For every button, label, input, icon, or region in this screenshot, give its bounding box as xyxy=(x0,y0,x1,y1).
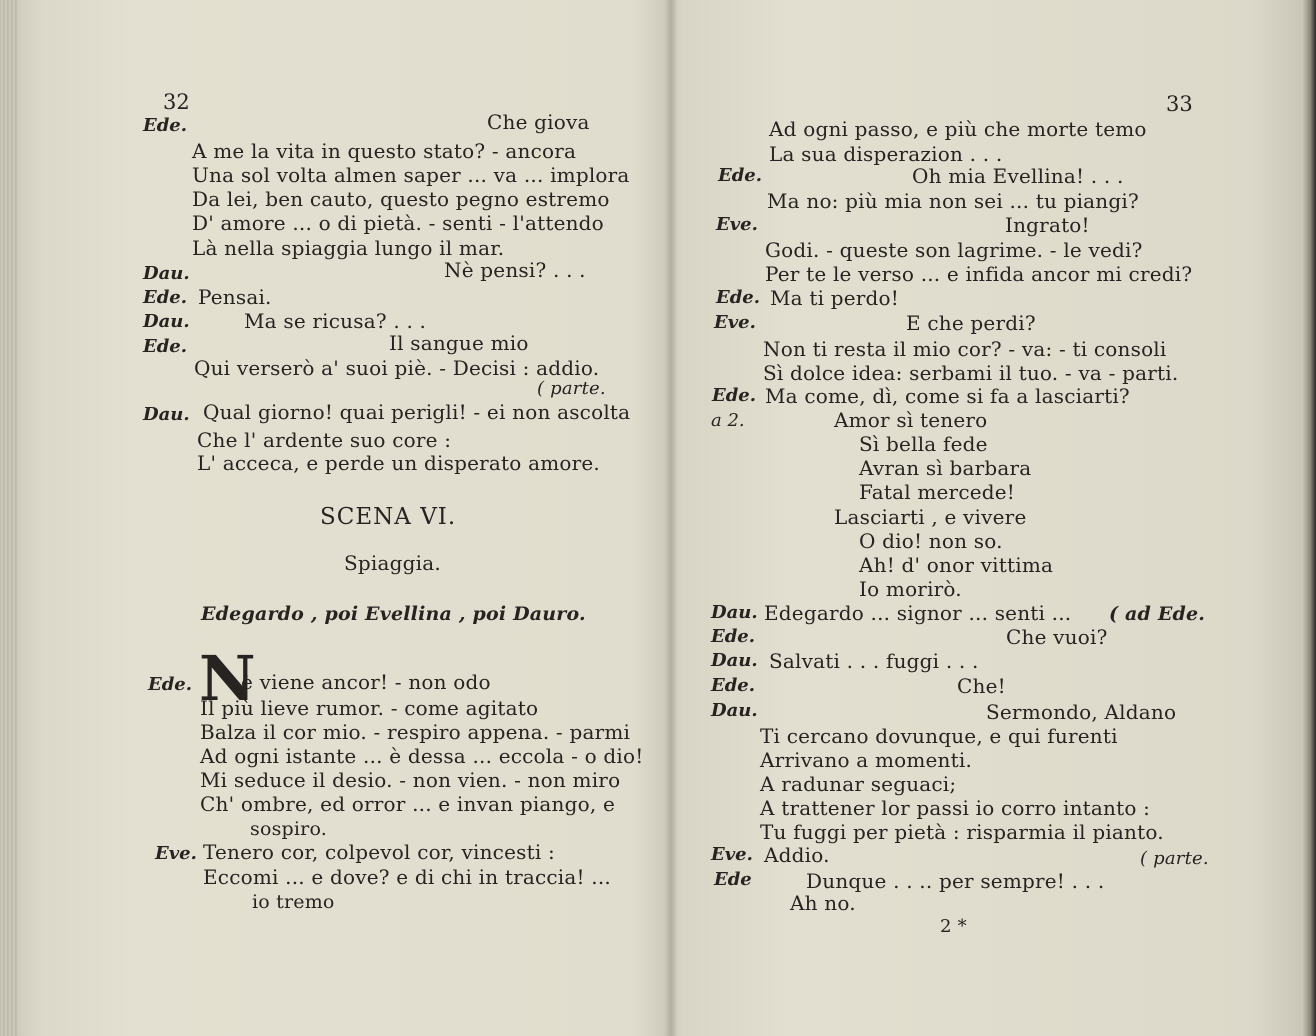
speaker-label: Eve. xyxy=(714,312,756,333)
verse-line: Che vuoi? xyxy=(1006,625,1108,649)
verse-line: Qual giorno! quai perigli! - ei non ascolta xyxy=(203,400,631,424)
verse-line: Ma come, dì, come si fa a lasciarti? xyxy=(765,384,1130,408)
verse-line: Lasciarti , e vivere xyxy=(834,505,1027,529)
verse-line: Per te le verso ... e infida ancor mi credi? xyxy=(765,262,1193,286)
verse-line: Il più lieve rumor. - come agitato xyxy=(200,696,539,720)
verse-line: Ad ogni istante ... è dessa ... eccola - o dio! xyxy=(200,744,644,768)
verse-line: Eccomi ... e dove? e di chi in traccia! ... xyxy=(203,865,611,889)
verse-line: A radunar seguaci; xyxy=(760,772,957,796)
speaker-label: Ede. xyxy=(148,674,193,695)
verse-line: io tremo xyxy=(252,891,335,913)
speaker-label: Eve. xyxy=(716,214,758,235)
right-page xyxy=(678,0,1302,1036)
verse-line: Una sol volta almen saper ... va ... implora xyxy=(192,163,630,187)
verse-line: Nè pensi? . . . xyxy=(444,258,586,282)
verse-line: Ah! d' onor vittima xyxy=(859,553,1054,577)
verse-line: Che l' ardente suo core : xyxy=(197,428,452,452)
verse-line: Arrivano a momenti. xyxy=(760,748,973,772)
verse-line: è viene ancor! - non odo xyxy=(241,670,491,694)
verse-line: Ch' ombre, ed orror ... e invan piango, e xyxy=(200,792,616,816)
verse-line: L' acceca, e perde un disperato amore. xyxy=(197,451,600,475)
speaker-label: Ede. xyxy=(143,115,188,136)
verse-line: Addio. xyxy=(764,843,830,867)
verse-line: Non ti resta il mio cor? - va: - ti consoli xyxy=(763,337,1167,361)
verse-line: Sì bella fede xyxy=(859,432,988,456)
speaker-label: Dau. xyxy=(711,700,758,721)
verse-line: Godi. - queste son lagrime. - le vedi? xyxy=(765,238,1143,262)
speaker-label: Ede. xyxy=(712,385,757,406)
verse-line: Pensai. xyxy=(198,285,272,309)
verse-line: Oh mia Evellina! . . . xyxy=(912,164,1124,188)
verse-line: Sermondo, Aldano xyxy=(986,700,1177,724)
speaker-label: Ede. xyxy=(143,287,188,308)
speaker-label: Ede. xyxy=(716,287,761,308)
verse-line: Ma no: più mia non sei ... tu piangi? xyxy=(767,189,1139,213)
verse-line: Che! xyxy=(957,674,1006,698)
speaker-label: Ede xyxy=(714,869,752,890)
verse-line: Ma ti perdo! xyxy=(770,286,900,310)
speaker-label: Ede. xyxy=(711,675,756,696)
verse-line: Balza il cor mio. - respiro appena. - parmi xyxy=(200,720,631,744)
verse-line: Fatal mercede! xyxy=(859,480,1016,504)
speaker-label: Ede. xyxy=(718,165,763,186)
speaker-label: Eve. xyxy=(711,844,753,865)
verse-line: Là nella spiaggia lungo il mar. xyxy=(192,236,505,260)
verse-line: Avran sì barbara xyxy=(859,456,1032,480)
speaker-label: a 2. xyxy=(711,410,745,431)
verse-line: Ad ogni passo, e più che morte temo xyxy=(769,117,1147,141)
verse-line: A trattener lor passi io corro intanto : xyxy=(760,796,1151,820)
verse-line: Da lei, ben cauto, questo pegno estremo xyxy=(192,187,610,211)
speaker-label: Dau. xyxy=(143,263,190,284)
verse-line: Che giova xyxy=(487,110,590,134)
stage-direction: ( ad Ede. xyxy=(1109,603,1206,625)
verse-line: D' amore ... o di pietà. - senti - l'attendo xyxy=(192,211,604,235)
signature-mark: 2 * xyxy=(940,916,967,937)
verse-line: Ah no. xyxy=(790,891,856,915)
verse-line: Qui verserò a' suoi piè. - Decisi : addio. xyxy=(194,356,600,380)
drop-cap: N xyxy=(199,642,256,715)
page-edges-right xyxy=(1302,0,1316,1036)
verse-line: E che perdi? xyxy=(906,311,1036,335)
verse-line: Dunque . . .. per sempre! . . . xyxy=(806,869,1105,893)
speaker-label: Dau. xyxy=(143,404,190,425)
verse-line: Amor sì tenero xyxy=(834,408,988,432)
verse-line: Io morirò. xyxy=(859,577,962,601)
verse-line: La sua disperazion . . . xyxy=(769,142,1003,166)
verse-line: Tenero cor, colpevol cor, vincesti : xyxy=(203,840,555,864)
verse-line: O dio! non so. xyxy=(859,529,1003,553)
scene-setting: Spiaggia. xyxy=(344,551,441,575)
speaker-label: Ede. xyxy=(711,626,756,647)
speaker-label: Dau. xyxy=(711,602,758,623)
scene-heading: SCENA VI. xyxy=(320,504,457,530)
verse-line: Ti cercano dovunque, e qui furenti xyxy=(760,724,1118,748)
verse-line: Sì dolce idea: serbami il tuo. - va - parti. xyxy=(763,361,1179,385)
stage-direction: ( parte. xyxy=(537,378,606,399)
speaker-label: Dau. xyxy=(143,311,190,332)
speaker-label: Ede. xyxy=(143,336,188,357)
verse-line: Ma se ricusa? . . . xyxy=(244,309,427,333)
verse-line: Ingrato! xyxy=(1005,213,1090,237)
verse-line: Mi seduce il desio. - non vien. - non miro xyxy=(200,768,621,792)
verse-line: Tu fuggi per pietà : risparmia il pianto. xyxy=(760,820,1164,844)
book-gutter xyxy=(664,0,678,1036)
page-number: 33 xyxy=(1166,92,1193,116)
verse-line: A me la vita in questo stato? - ancora xyxy=(192,139,577,163)
verse-line: Il sangue mio xyxy=(389,331,529,355)
speaker-label: Dau. xyxy=(711,650,758,671)
speaker-label: Eve. xyxy=(155,843,197,864)
verse-line: Edegardo ... signor ... senti ... xyxy=(764,601,1072,625)
scene-characters: Edegardo , poi Evellina , poi Dauro. xyxy=(201,603,586,625)
verse-line: sospiro. xyxy=(250,818,328,840)
stage-direction: ( parte. xyxy=(1140,848,1209,869)
page-number: 32 xyxy=(163,90,190,114)
verse-line: Salvati . . . fuggi . . . xyxy=(769,649,979,673)
